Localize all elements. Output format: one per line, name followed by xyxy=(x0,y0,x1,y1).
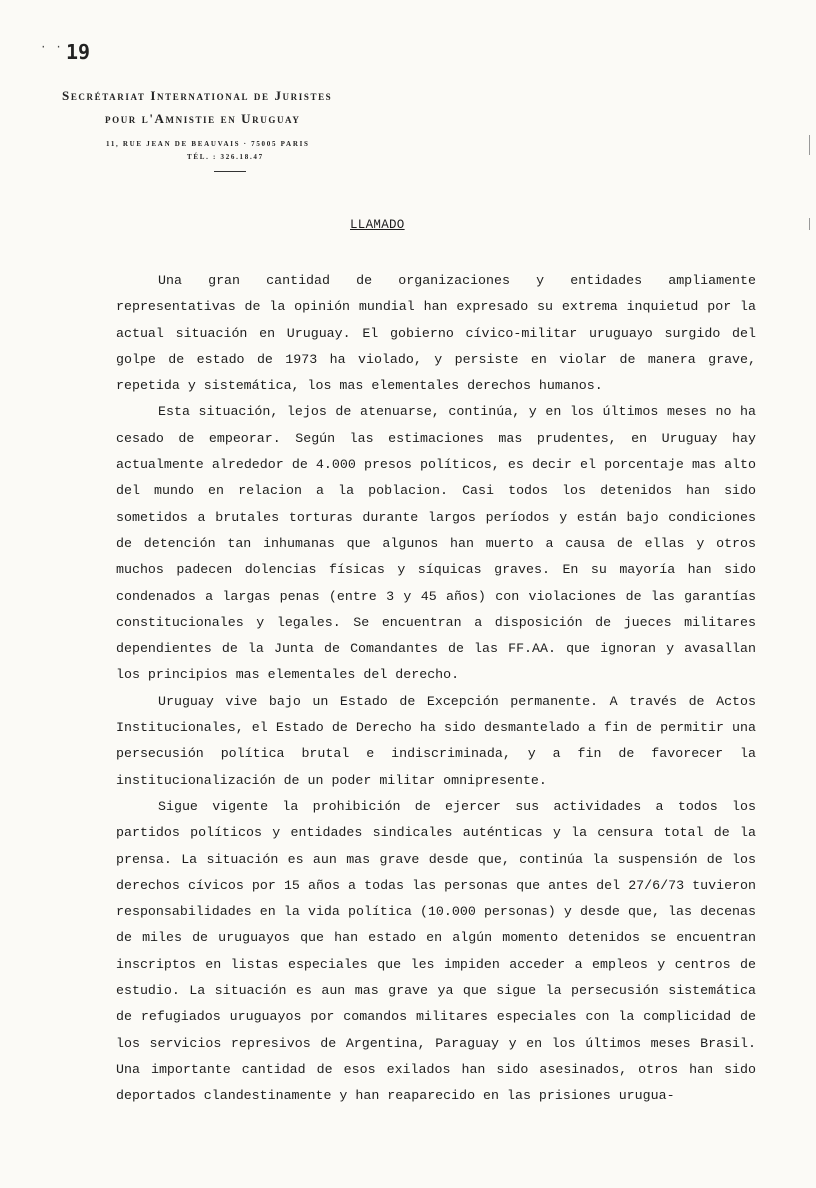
letterhead-organization-line2: pour l'Amnistie en Uruguay xyxy=(105,111,301,126)
scan-edge-mark xyxy=(809,135,810,155)
letterhead xyxy=(60,88,420,172)
letterhead-divider xyxy=(214,171,246,172)
letterhead-phone: TÉL. : 326.18.47 xyxy=(187,153,264,161)
margin-mark: · · xyxy=(40,42,63,54)
letterhead-address: 11, RUE JEAN DE BEAUVAIS · 75005 PARIS xyxy=(106,140,310,148)
scan-edge-mark xyxy=(809,218,810,230)
paragraph-3: Uruguay vive bajo un Estado de Excepción permanente. A través de Actos Institucionales, el Estado de Derecho ha sido desmantelado a fin de permitir una persecusión política brutal e indiscriminada, y a fin de favorecer la institucionalización de un poder militar omnipresente. xyxy=(116,693,756,788)
paragraph-4: Sigue vigente la prohibición de ejercer sus actividades a todos los partidos políticos y entidades sindicales auténticas y la censura total de la prensa. La situación es aun mas grave desde que, continúa la suspensión de los derechos cívicos por 15 años a todas las personas que antes del 27/6/73 tuvieron responsabilidades en la vida política (10.000 personas) y desde que, las decenas de miles de uruguayos que han estado en algún momento detenidos se encuentran inscriptos en listas especiales que les impiden acceder a empleos y centros de estudio. La situación es aun mas grave ya que sigue la persecusión sistemática de refugiados uruguayos por comandos militares especiales con la complicidad de los servicios represivos de Argentina, Paraguay y en los últimos meses Brasil. Una importante cantidad de esos exilados han sido asesinados, otros han sido deportados clandestinamente y han reaparecido en las prisiones urugua- xyxy=(116,798,756,1104)
paragraph-1: Una gran cantidad de organizaciones y entidades ampliamente representativas de la opinión mundial han expresado su extrema inquietud por la actual situación en Uruguay. El gobierno cívico-militar uruguayo surgido del golpe de estado de 1973 ha violado, y persiste en violar de manera grave, repetida y sistemática, los mas elementales derechos humanos. xyxy=(116,273,756,394)
document-title: LLAMADO xyxy=(350,218,405,232)
document-body xyxy=(116,268,756,1110)
paragraph-2: Esta situación, lejos de atenuarse, continúa, y en los últimos meses no ha cesado de empeorar. Según las estimaciones mas prudentes, en Uruguay hay actualmente alrededor de 4.000 presos políticos, es decir el porcentaje mas alto del mundo en relacion a la poblacion. Casi todos los detenidos han sido sometidos a brutales torturas durante largos períodos y están bajo condiciones de detención tan inhumanas que algunos han muerto a causa de ellas y otros muchos padecen dolencias físicas y síquicas graves. En su mayoría han sido condenados a largas penas (entre 3 y 45 años) con violaciones de las garantías constitucionales y legales. Se encuentran a disposición de jueces militares dependientes de la Junta de Comandantes de las FF.AA. que ignoran y avasallan los principios mas elementales del derecho. xyxy=(116,404,756,683)
page-number: 19 xyxy=(66,40,91,64)
letterhead-organization-line1: Secrétariat International de Juristes xyxy=(62,88,333,103)
